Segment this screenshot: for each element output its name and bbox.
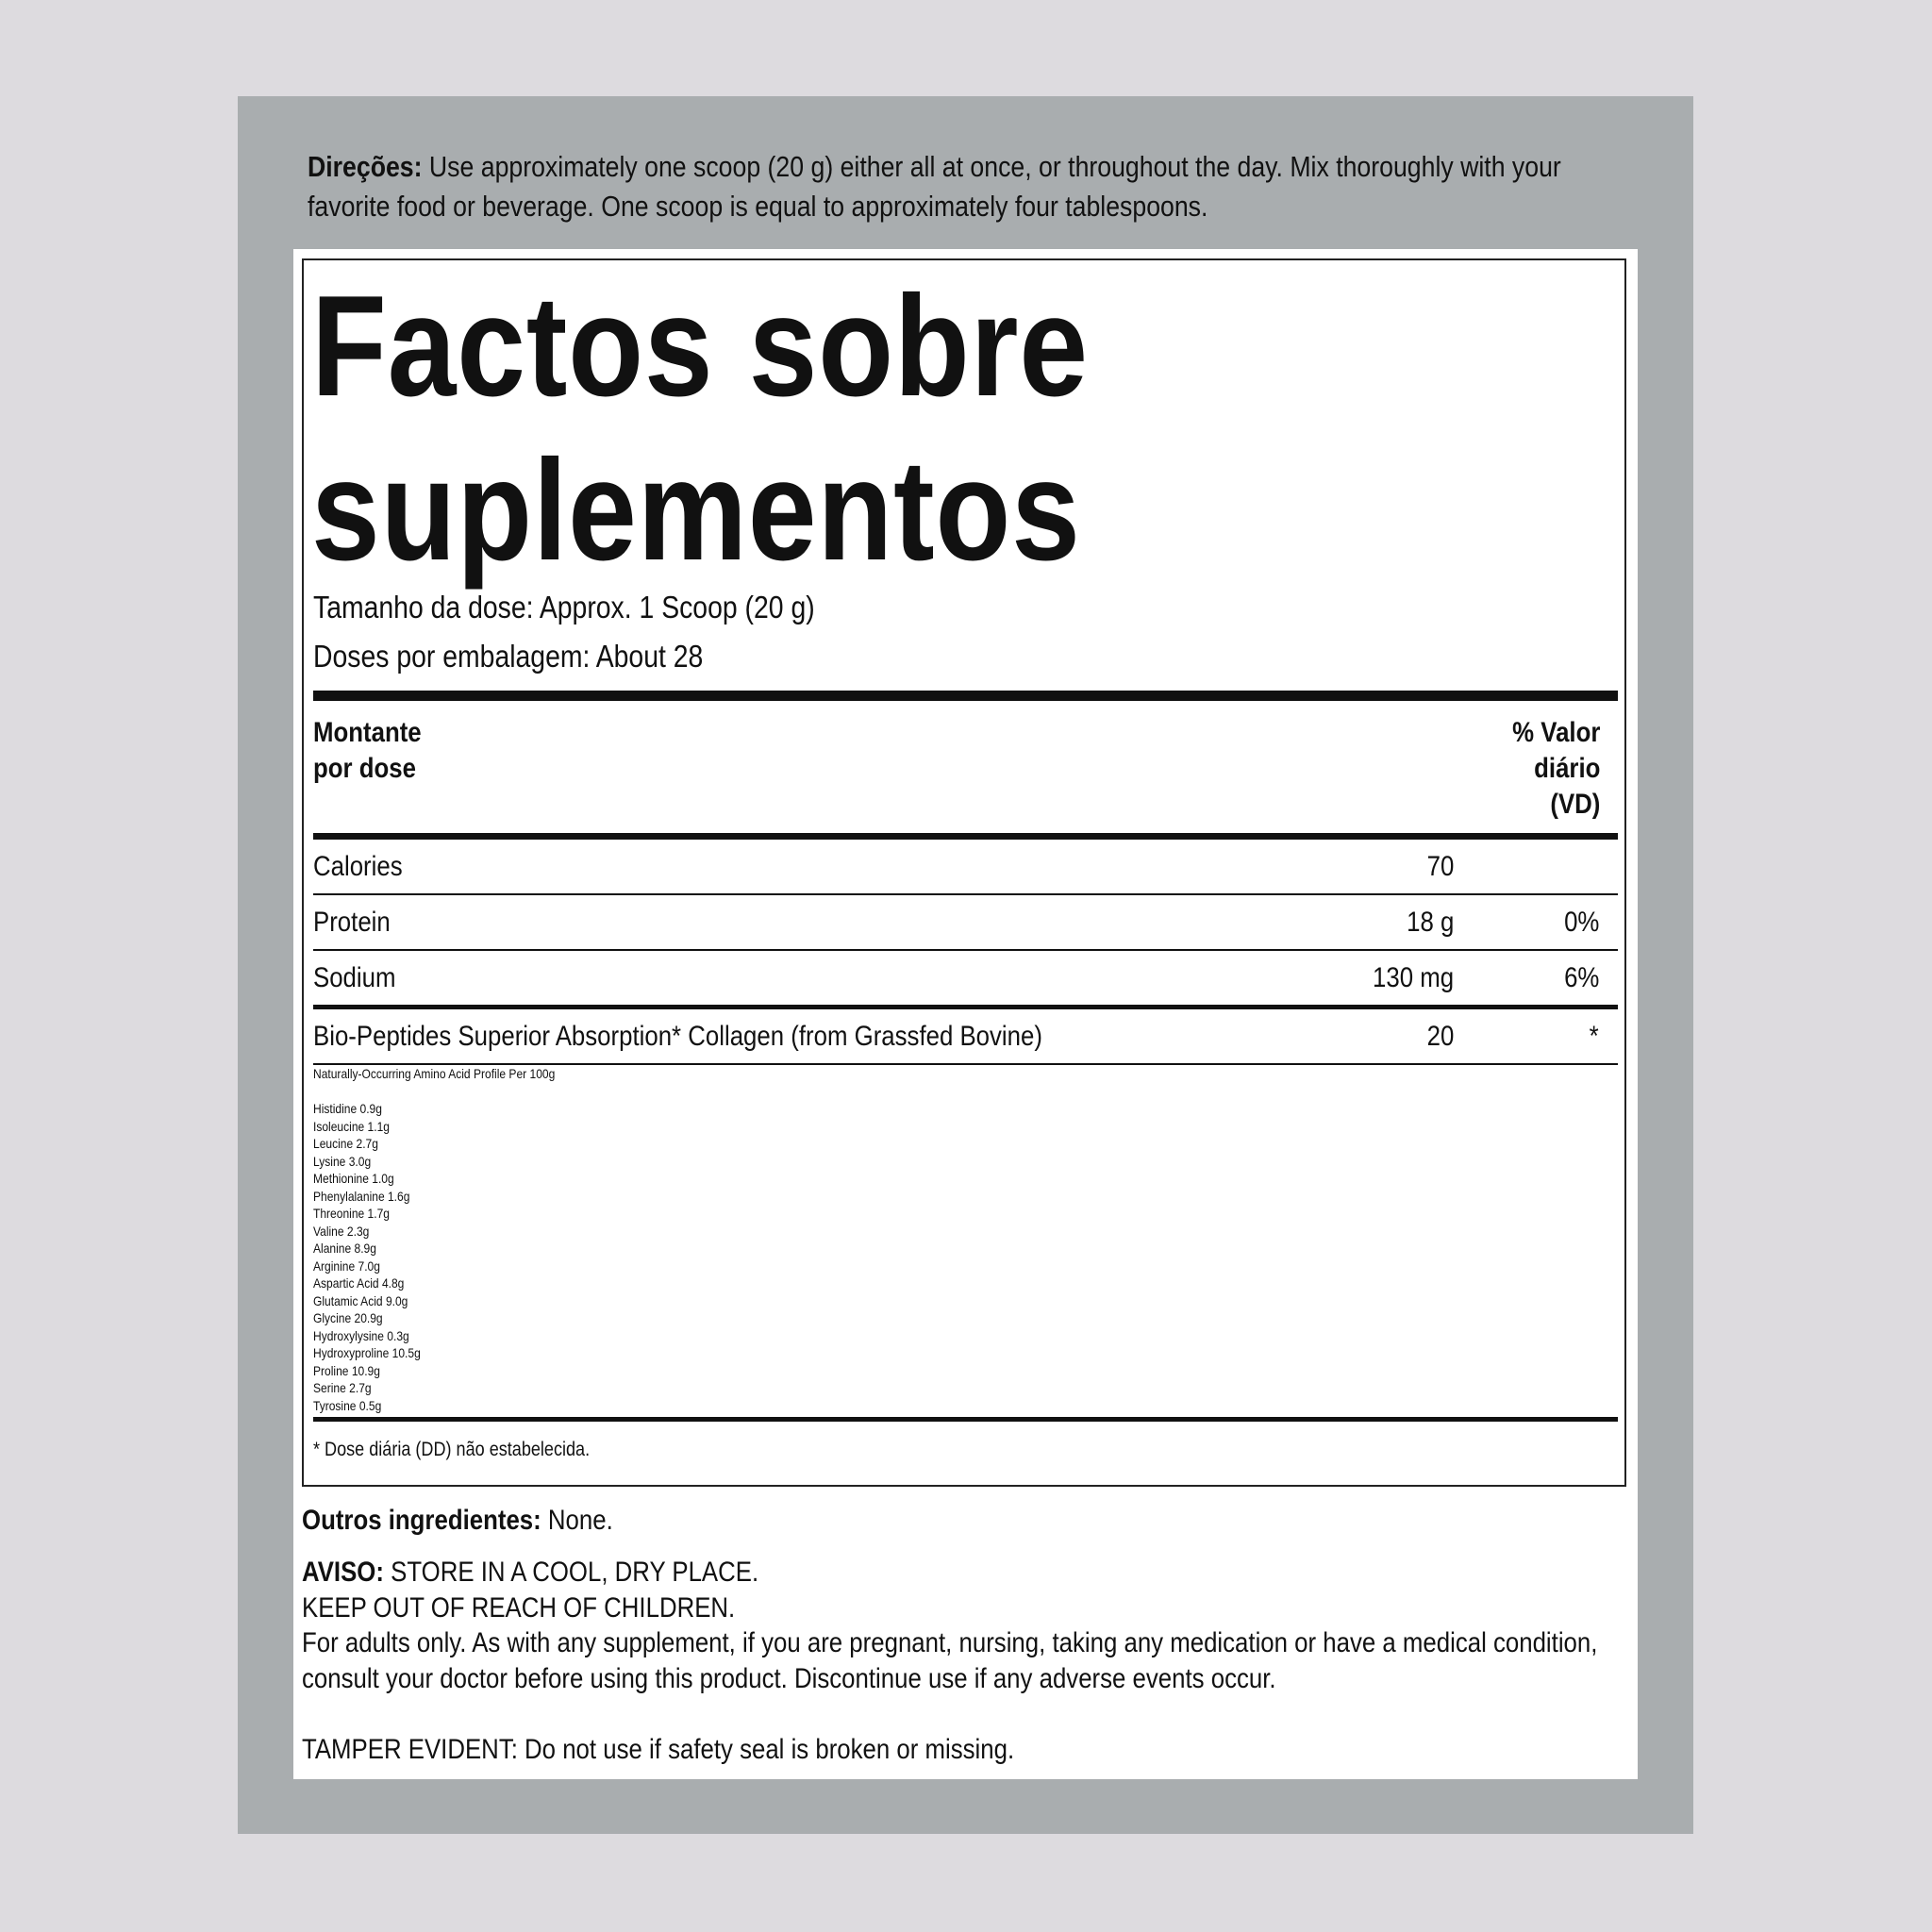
amino-acid-item: Phenylalanine 1.6g <box>313 1188 410 1204</box>
amino-acid-item: Alanine 8.9g <box>313 1241 376 1256</box>
warning-line2: KEEP OUT OF REACH OF CHILDREN. <box>302 1591 736 1624</box>
warning-line1: STORE IN A COOL, DRY PLACE. <box>391 1557 759 1588</box>
header-right-line2: diário <box>1533 753 1600 784</box>
header-right-line1: % Valor <box>1511 717 1600 748</box>
amino-acid-item: Proline 10.9g <box>313 1362 380 1378</box>
warning-label: AVISO: <box>302 1557 384 1588</box>
amino-acid-profile-header: Naturally-Occurring Amino Acid Profile Per 100g <box>313 1066 556 1081</box>
amino-acid-item: Glycine 20.9g <box>313 1310 383 1325</box>
row-amount: 18 g <box>1406 907 1454 938</box>
warning-block <box>302 1555 1649 1696</box>
medium-rule-bottom <box>313 1417 1618 1422</box>
amino-acid-item: Valine 2.3g <box>313 1223 370 1239</box>
row-amount: 20 <box>1426 1021 1454 1052</box>
amino-acid-item: Isoleucine 1.1g <box>313 1118 391 1134</box>
table-row <box>313 951 1618 1006</box>
table-row <box>313 840 1618 894</box>
warning-line3: For adults only. As with any supplement, if you are pregnant, nursing, taking any medication or have a medical condition, consult your doctor before using this product. Discontinue use if any adverse events occur. <box>302 1627 1598 1694</box>
amino-acid-item: Methionine 1.0g <box>313 1171 394 1186</box>
thick-rule-top <box>313 691 1618 701</box>
amount-per-serving-header <box>313 715 422 787</box>
amino-acid-item: Aspartic Acid 4.8g <box>313 1275 405 1291</box>
facts-title-line2: suplementos <box>311 430 1081 591</box>
tamper-evident-notice: TAMPER EVIDENT: Do not use if safety seal is broken or missing. <box>302 1734 1015 1765</box>
directions-body: Use approximately one scoop (20 g) either all at once, or throughout the day. Mix thoroughly with your favorite food or beverage. One scoop is equal to approximately four tablespoons. <box>308 150 1561 223</box>
amino-acid-item: Lysine 3.0g <box>313 1153 372 1169</box>
facts-title <box>311 264 1089 592</box>
header-right-line3: (VD) <box>1549 789 1600 820</box>
amino-acid-item: Tyrosine 0.5g <box>313 1397 382 1413</box>
daily-value-header <box>1512 715 1600 823</box>
other-ingredients-label: Outros ingredientes: <box>302 1505 541 1536</box>
row-amount: 70 <box>1426 851 1454 882</box>
amino-acid-item: Leucine 2.7g <box>313 1136 378 1151</box>
amino-acid-item: Threonine 1.7g <box>313 1206 391 1221</box>
row-daily-value: * <box>1589 1021 1599 1052</box>
row-name: Bio-Peptides Superior Absorption* Collagen (from Grassfed Bovine) <box>313 1021 1042 1052</box>
facts-title-line1: Factos sobre <box>311 266 1089 426</box>
table-row <box>313 895 1618 950</box>
amino-acid-item: Histidine 0.9g <box>313 1101 382 1116</box>
thick-rule-header <box>313 833 1618 840</box>
table-row <box>313 1009 1618 1064</box>
other-ingredients <box>302 1503 613 1539</box>
directions-label: Direções: <box>308 150 423 183</box>
row-name: Protein <box>313 907 391 938</box>
amino-acid-item: Hydroxylysine 0.3g <box>313 1327 409 1343</box>
amino-acid-item: Glutamic Acid 9.0g <box>313 1292 408 1308</box>
footnote: * Dose diária (DD) não estabelecida. <box>313 1439 591 1460</box>
amino-acid-list <box>313 1100 421 1414</box>
header-left-line2: por dose <box>313 753 416 784</box>
servings-per-container: Doses por embalagem: About 28 <box>313 639 704 674</box>
amino-acid-item: Arginine 7.0g <box>313 1257 380 1274</box>
amino-acid-item: Hydroxyproline 10.5g <box>313 1345 421 1360</box>
row-name: Calories <box>313 851 403 882</box>
header-left-line1: Montante <box>313 717 422 748</box>
row-daily-value: 0% <box>1563 907 1599 938</box>
row-amount: 130 mg <box>1372 962 1454 993</box>
directions-text <box>308 147 1638 226</box>
other-ingredients-value: None. <box>547 1505 613 1536</box>
serving-size: Tamanho da dose: Approx. 1 Scoop (20 g) <box>313 590 815 625</box>
row-daily-value: 6% <box>1563 962 1599 993</box>
amino-acid-item: Serine 2.7g <box>313 1380 372 1395</box>
row-name: Sodium <box>313 962 396 993</box>
